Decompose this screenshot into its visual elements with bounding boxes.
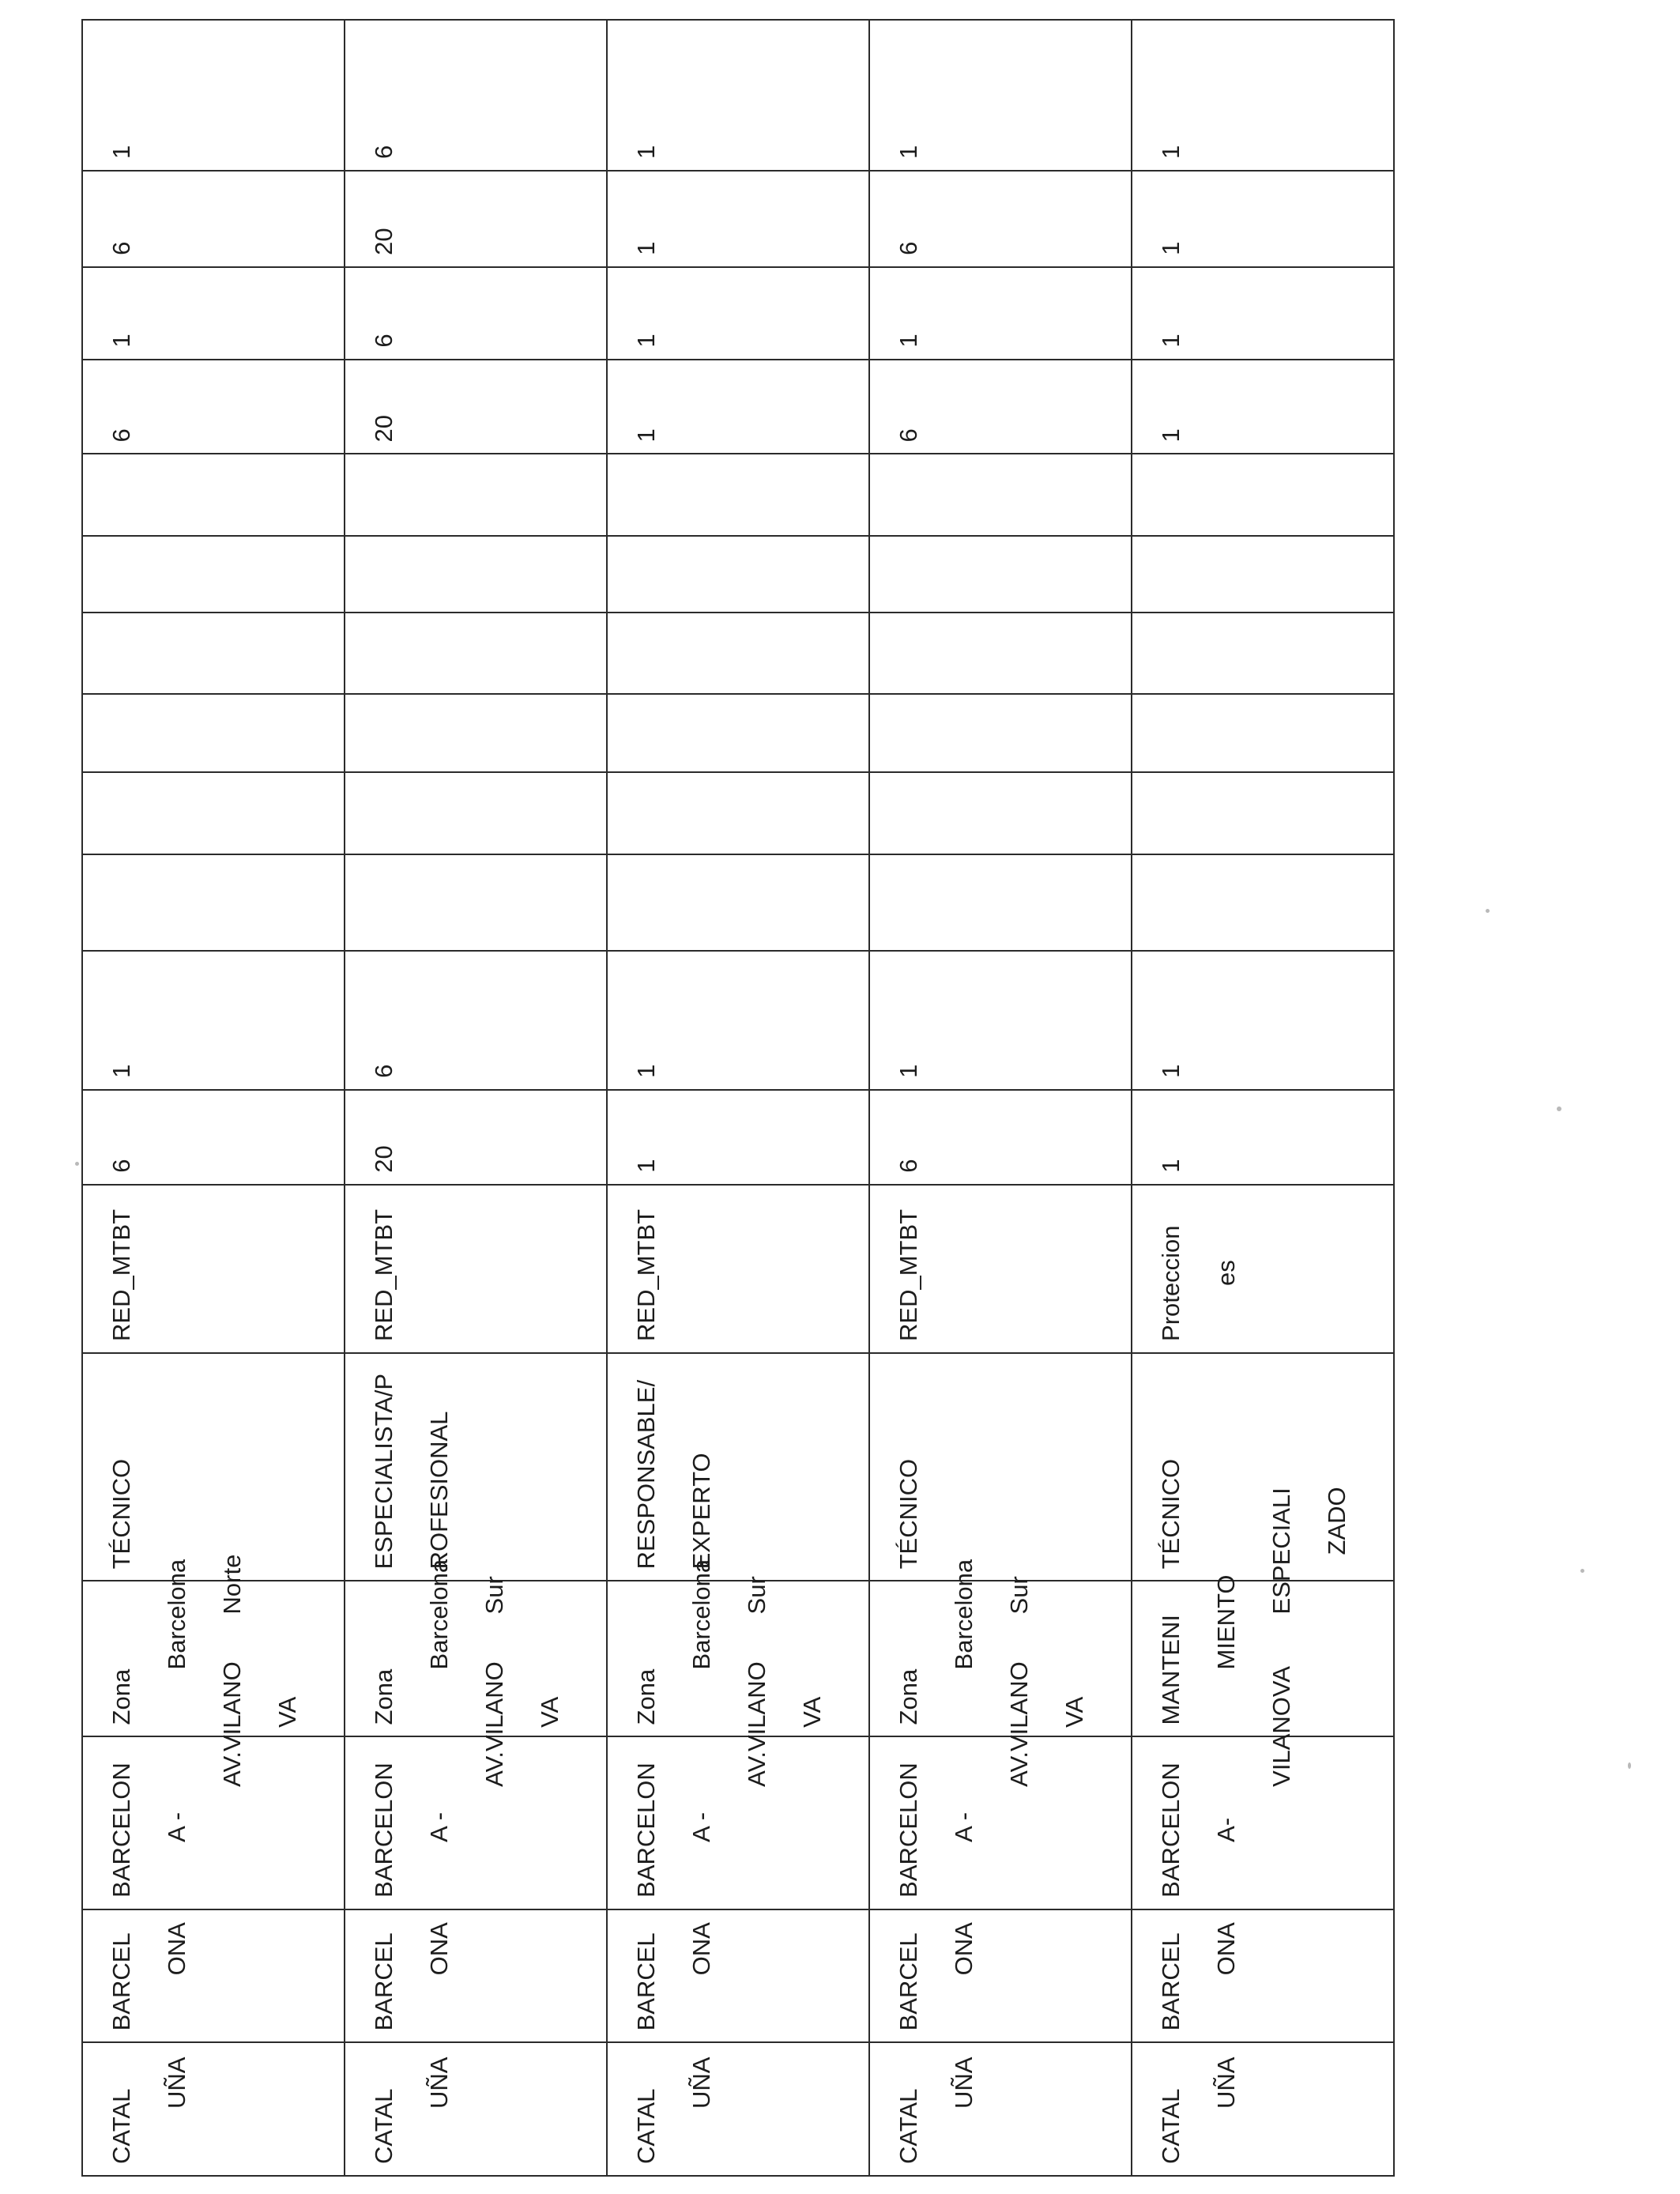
cell-line: ZADO [1323, 1487, 1350, 1555]
cell-line: BARCELON [370, 1762, 397, 1898]
cell-value: 1 [632, 241, 660, 255]
cell-line: CATAL [370, 2088, 397, 2164]
cell-region [345, 2042, 607, 2176]
cell-line: CATAL [632, 2088, 660, 2164]
cell-line: ROFESIONAL [425, 1411, 453, 1570]
cell-value: 6 [107, 1159, 135, 1173]
cell-c3 [869, 360, 1132, 454]
cell-value: 1 [632, 145, 660, 159]
cell-line: ESPECIALI [1268, 1487, 1295, 1615]
cell-value: 20 [370, 228, 397, 255]
cell-value: 1 [1157, 1159, 1185, 1173]
cell-c1 [869, 1090, 1132, 1185]
table-body [82, 20, 1394, 2176]
cell-e3 [1132, 694, 1394, 772]
cell-e4 [607, 613, 869, 695]
cell-e6 [82, 454, 345, 536]
cell-c3 [82, 360, 345, 454]
cell-value: 20 [370, 415, 397, 443]
cell-line: A- [1212, 1817, 1240, 1842]
cell-c5 [869, 171, 1132, 267]
cell-line: VA [273, 1696, 301, 1728]
cell-line: TÉCNICO [895, 1458, 922, 1570]
cell-line: Barcelona [687, 1559, 715, 1670]
cell-line: BARCELON [1157, 1762, 1185, 1898]
cell-c3 [607, 360, 869, 454]
cell-e6 [869, 454, 1132, 536]
scan-speck [1486, 909, 1490, 913]
cell-e4 [1132, 613, 1394, 695]
cell-e1 [869, 854, 1132, 951]
cell-line: RED_MTBT [895, 1208, 922, 1341]
cell-e5 [869, 536, 1132, 612]
cell-value: 6 [895, 1159, 922, 1173]
cell-value: 6 [370, 334, 397, 348]
cell-e6 [1132, 454, 1394, 536]
cell-line: Zona [895, 1668, 922, 1725]
cell-value: 1 [1157, 145, 1185, 159]
cell-e1 [1132, 854, 1394, 951]
scan-speck [75, 1162, 79, 1166]
cell-value: 1 [632, 1159, 660, 1173]
cell-line: Barcelona [950, 1559, 977, 1670]
cell-c1 [82, 1090, 345, 1185]
table-row [82, 20, 345, 2176]
cell-line: ONA [163, 1922, 190, 1976]
cell-line: MANTENI [1157, 1614, 1185, 1725]
scan-speck [1580, 1569, 1584, 1573]
cell-line: Barcelona [163, 1559, 190, 1670]
table-row [345, 20, 607, 2176]
cell-e3 [345, 694, 607, 772]
cell-line: BARCEL [895, 1932, 922, 2031]
cell-c3 [1132, 360, 1394, 454]
cell-profile [869, 1353, 1132, 1581]
cell-e6 [345, 454, 607, 536]
cell-line: A - [425, 1811, 453, 1842]
cell-line: ESPECIALISTA/P [370, 1373, 397, 1570]
cell-line: Barcelona [425, 1559, 453, 1670]
cell-c2 [345, 951, 607, 1090]
cell-line: Norte [218, 1554, 246, 1615]
cell-line: CATAL [895, 2088, 922, 2164]
cell-value: 1 [895, 145, 922, 159]
cell-line: Proteccion [1157, 1225, 1185, 1341]
cell-line: Zona [107, 1668, 135, 1725]
cell-line: Sur [743, 1576, 770, 1615]
table-row [1132, 20, 1394, 2176]
cell-c1 [345, 1090, 607, 1185]
cell-value: 1 [895, 1064, 922, 1078]
cell-line: UÑA [163, 2056, 190, 2109]
cell-area [1132, 1185, 1394, 1353]
cell-value: 1 [1157, 241, 1185, 255]
cell-value: 6 [895, 428, 922, 443]
cell-line: AV.VILANO [218, 1661, 246, 1787]
cell-province [345, 1909, 607, 2043]
cell-line: ONA [687, 1922, 715, 1976]
cell-c4 [1132, 267, 1394, 360]
cell-line: ONA [950, 1922, 977, 1976]
cell-value: 1 [107, 334, 135, 348]
cell-line: VA [1060, 1696, 1088, 1728]
cell-c6 [345, 20, 607, 171]
cell-line: MIENTO [1212, 1574, 1240, 1670]
cell-profile [345, 1353, 607, 1581]
cell-e2 [869, 772, 1132, 855]
cell-line: EXPERTO [687, 1453, 715, 1570]
cell-province [607, 1909, 869, 2043]
table-row [869, 20, 1132, 2176]
cell-e2 [345, 772, 607, 855]
cell-line: A - [163, 1811, 190, 1842]
cell-line: BARCEL [1157, 1932, 1185, 2031]
cell-e2 [1132, 772, 1394, 855]
cell-c2 [82, 951, 345, 1090]
data-table [81, 19, 1395, 2177]
cell-e4 [82, 613, 345, 695]
cell-e6 [607, 454, 869, 536]
cell-profile [82, 1353, 345, 1581]
cell-line: RED_MTBT [107, 1208, 135, 1341]
cell-line: AV.VILANO [1005, 1661, 1033, 1787]
cell-c5 [82, 171, 345, 267]
cell-c5 [607, 171, 869, 267]
cell-line: A - [687, 1811, 715, 1842]
cell-e5 [607, 536, 869, 612]
cell-c4 [345, 267, 607, 360]
cell-c1 [607, 1090, 869, 1185]
cell-e3 [869, 694, 1132, 772]
cell-c5 [1132, 171, 1394, 267]
cell-e5 [345, 536, 607, 612]
cell-e3 [607, 694, 869, 772]
cell-c2 [1132, 951, 1394, 1090]
cell-line: CATAL [107, 2088, 135, 2164]
cell-c6 [82, 20, 345, 171]
cell-area [82, 1185, 345, 1353]
cell-line: AV.VILANO [480, 1661, 508, 1787]
cell-value: 6 [895, 241, 922, 255]
cell-c1 [1132, 1090, 1394, 1185]
cell-c3 [345, 360, 607, 454]
rotated-scan-page [81, 19, 1393, 2177]
cell-line: BARCELON [895, 1762, 922, 1898]
cell-line: VA [798, 1696, 826, 1728]
cell-region [82, 2042, 345, 2176]
cell-area [345, 1185, 607, 1353]
cell-c4 [82, 267, 345, 360]
cell-area [607, 1185, 869, 1353]
cell-line: TÉCNICO [1157, 1458, 1185, 1570]
cell-province [82, 1909, 345, 2043]
table-row [607, 20, 869, 2176]
cell-e2 [607, 772, 869, 855]
cell-province [869, 1909, 1132, 2043]
cell-region [869, 2042, 1132, 2176]
cell-line: Sur [480, 1576, 508, 1615]
cell-e5 [82, 536, 345, 612]
cell-line: UÑA [425, 2056, 453, 2109]
cell-value: 1 [632, 334, 660, 348]
cell-value: 1 [895, 334, 922, 348]
cell-line: BARCEL [632, 1932, 660, 2031]
cell-line: RESPONSABLE/ [632, 1379, 660, 1570]
cell-region [607, 2042, 869, 2176]
cell-region [1132, 2042, 1394, 2176]
cell-c4 [607, 267, 869, 360]
cell-line: UÑA [1212, 2056, 1240, 2109]
cell-line: BARCEL [370, 1932, 397, 2031]
cell-line: Sur [1005, 1576, 1033, 1615]
cell-c5 [345, 171, 607, 267]
cell-e4 [345, 613, 607, 695]
cell-line: CATAL [1157, 2088, 1185, 2164]
cell-e4 [869, 613, 1132, 695]
cell-line: Zona [370, 1668, 397, 1725]
cell-e2 [82, 772, 345, 855]
cell-line: BARCELON [107, 1762, 135, 1898]
cell-value: 1 [632, 1064, 660, 1078]
cell-value: 1 [1157, 428, 1185, 443]
cell-value: 6 [107, 428, 135, 443]
cell-value: 20 [370, 1145, 397, 1173]
cell-province [1132, 1909, 1394, 2043]
cell-line: RED_MTBT [632, 1208, 660, 1341]
cell-line: Zona [632, 1668, 660, 1725]
cell-value: 1 [632, 428, 660, 443]
cell-e5 [1132, 536, 1394, 612]
cell-value: 1 [1157, 334, 1185, 348]
cell-line: ONA [425, 1922, 453, 1976]
scan-speck [1628, 1762, 1631, 1769]
cell-e3 [82, 694, 345, 772]
cell-e1 [345, 854, 607, 951]
cell-value: 1 [107, 145, 135, 159]
cell-value: 6 [370, 1064, 397, 1078]
cell-line: A - [950, 1811, 977, 1842]
cell-line: AV.VILANO [743, 1661, 770, 1787]
cell-line: BARCELON [632, 1762, 660, 1898]
cell-value: 1 [1157, 1064, 1185, 1078]
cell-line: BARCEL [107, 1932, 135, 2031]
cell-c2 [607, 951, 869, 1090]
cell-area [869, 1185, 1132, 1353]
cell-line: VA [536, 1696, 563, 1728]
cell-value: 6 [107, 241, 135, 255]
cell-line: RED_MTBT [370, 1208, 397, 1341]
scan-speck [1557, 1106, 1561, 1111]
cell-e1 [82, 854, 345, 951]
cell-value: 6 [370, 145, 397, 159]
cell-c4 [869, 267, 1132, 360]
cell-value: 1 [107, 1064, 135, 1078]
cell-profile [607, 1353, 869, 1581]
cell-line: VILANOVA [1268, 1666, 1295, 1787]
cell-e1 [607, 854, 869, 951]
cell-line: TÉCNICO [107, 1458, 135, 1570]
cell-line: UÑA [687, 2056, 715, 2109]
cell-c6 [1132, 20, 1394, 171]
cell-line: ONA [1212, 1922, 1240, 1976]
cell-c6 [869, 20, 1132, 171]
cell-c6 [607, 20, 869, 171]
cell-line: es [1212, 1260, 1240, 1286]
cell-line: UÑA [950, 2056, 977, 2109]
cell-c2 [869, 951, 1132, 1090]
